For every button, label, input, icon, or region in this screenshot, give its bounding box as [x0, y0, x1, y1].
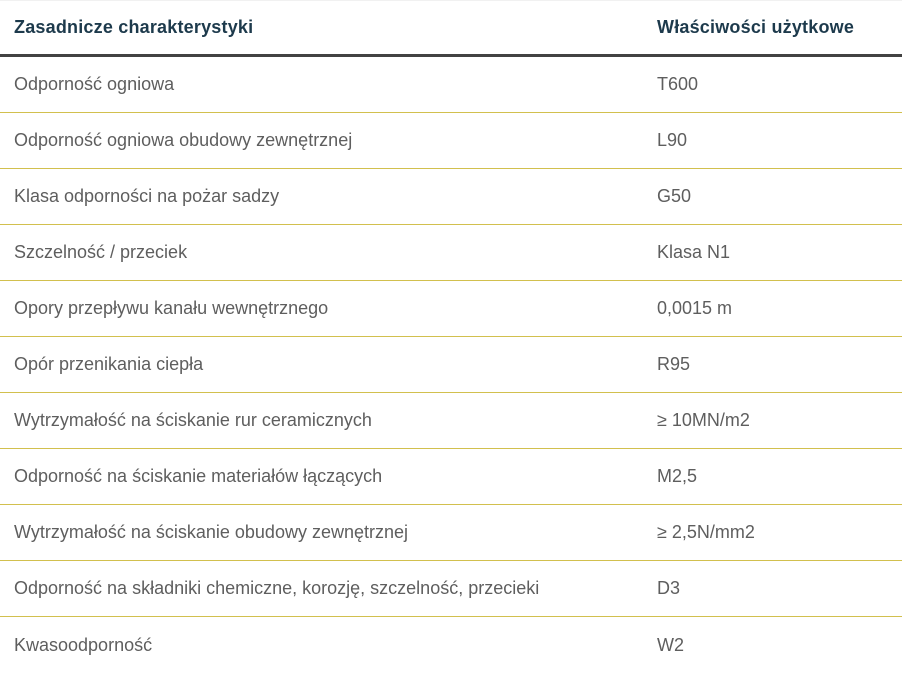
- table-row: [0, 617, 902, 673]
- characteristic-label: Szczelność / przeciek: [14, 242, 188, 262]
- property-value: ≥ 10MN/m2: [657, 410, 750, 430]
- table-row: [0, 169, 902, 225]
- characteristic-label: Wytrzymałość na ściskanie obudowy zewnętrznej: [14, 522, 408, 542]
- table-row: [0, 225, 902, 281]
- property-value: R95: [657, 354, 691, 374]
- characteristic-label: Odporność na składniki chemiczne, korozję, szczelność, przecieki: [14, 578, 540, 598]
- table-row: [0, 281, 902, 337]
- characteristic-label: Klasa odporności na pożar sadzy: [14, 186, 280, 206]
- property-value: ≥ 2,5N/mm2: [657, 522, 755, 542]
- table-row: [0, 337, 902, 393]
- table-header-row: [0, 1, 902, 57]
- table-body: [0, 57, 902, 673]
- table-row: [0, 57, 902, 113]
- characteristic-label: Opory przepływu kanału wewnętrznego: [14, 298, 329, 318]
- characteristic-label: Odporność na ściskanie materiałów łączących: [14, 466, 383, 486]
- table-row: [0, 449, 902, 505]
- characteristic-label: Wytrzymałość na ściskanie rur ceramicznych: [14, 410, 372, 430]
- characteristic-label: Odporność ogniowa obudowy zewnętrznej: [14, 130, 353, 150]
- property-value: M2,5: [657, 466, 698, 486]
- property-value: D3: [657, 578, 681, 598]
- property-value: T600: [657, 74, 699, 94]
- table-row: [0, 561, 902, 617]
- characteristic-label: Odporność ogniowa: [14, 74, 175, 94]
- header-properties: Właściwości użytkowe: [657, 17, 855, 37]
- table-row: [0, 393, 902, 449]
- header-characteristics: Zasadnicze charakterystyki: [14, 17, 254, 37]
- property-value: W2: [657, 634, 684, 655]
- property-value: 0,0015 m: [657, 298, 733, 318]
- table-row: [0, 505, 902, 561]
- characteristic-label: Opór przenikania ciepła: [14, 354, 204, 374]
- table-row: [0, 113, 902, 169]
- property-value: Klasa N1: [657, 242, 731, 262]
- property-value: L90: [657, 130, 688, 150]
- characteristic-label: Kwasoodporność: [14, 634, 153, 655]
- property-value: G50: [657, 186, 692, 206]
